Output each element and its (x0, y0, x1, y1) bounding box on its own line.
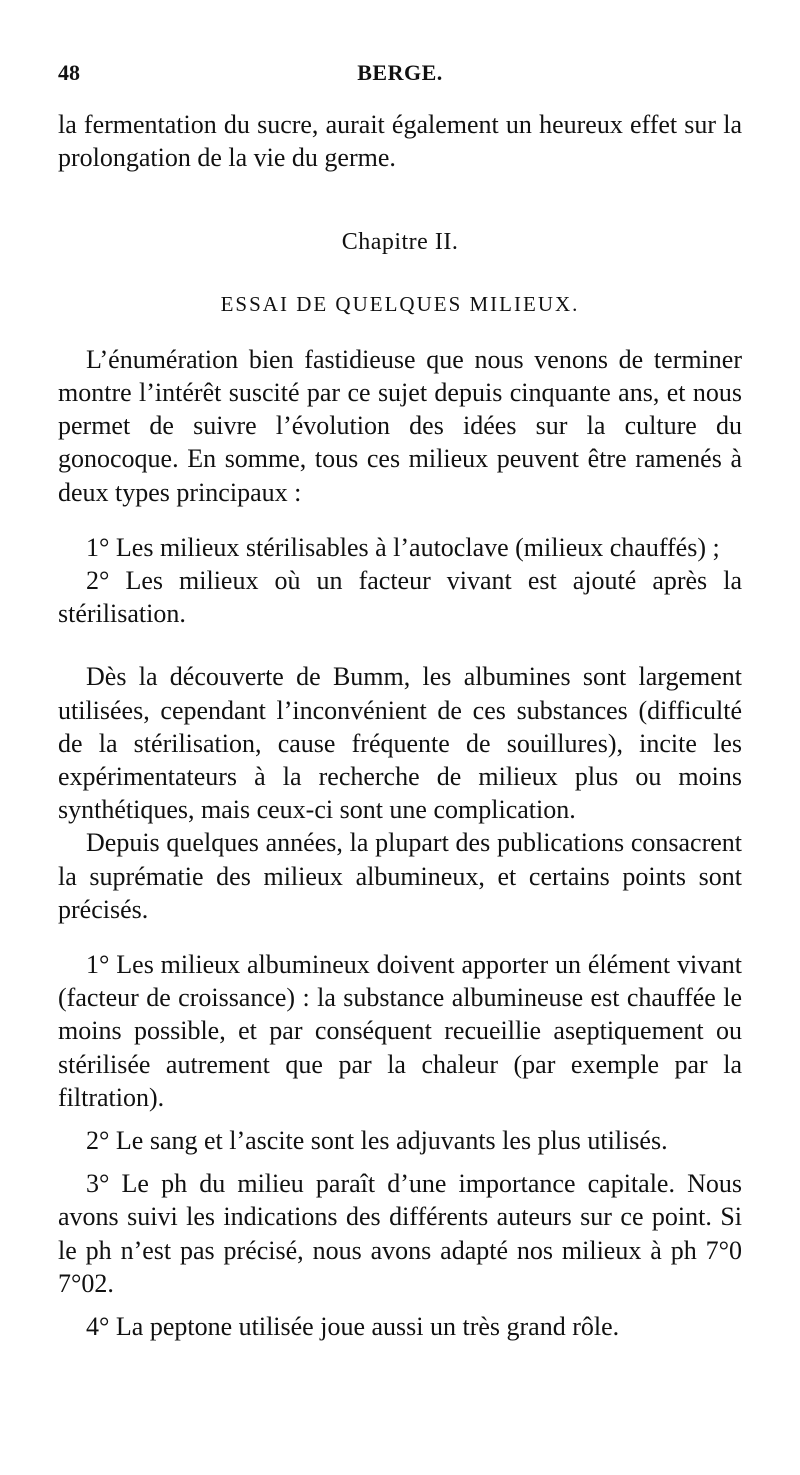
paragraph-carry-over: la fermentation du sucre, aurait également un heureux effet sur la prolongation de la vie du germe. (58, 110, 742, 173)
section-title: ESSAI DE QUELQUES MILIEUX. (220, 291, 580, 316)
running-title: BERGE. (357, 60, 443, 85)
paragraph-bumm: Dès la découverte de Bumm, les albumines sont largement utilisées, cependant l’inconvénient de ces substances (difficulté de la stérilisation, cause fréquente de souillures), incite les expérimentateurs à la recherche de milieux plus ou moins synthétiques, mais ceux-ci sont une complication. (58, 662, 742, 825)
list-item-type-2: 2° Les milieux où un facteur vivant est ajouté après la stérilisation. (58, 566, 742, 629)
paragraph-publications: Depuis quelques années, la plupart des publications consacrent la suprématie des milieux albumineux, et certains points sont précisés. (58, 828, 742, 924)
list-item-point-2: 2° Le sang et l’ascite sont les adjuvants les plus utilisés. (86, 1126, 668, 1156)
running-head (58, 60, 742, 94)
list-item-point-1: 1° Les milieux albumineux doivent apporter un élément vivant (facteur de croissance) : la substance albumineuse est chauffée le moins possible, et par conséquent recueillie aseptiquement ou stérilisée autrement que par la chaleur (par exemple par la filtration). (58, 950, 742, 1112)
list-item-point-3: 3° Le ph du milieu paraît d’une importance capitale. Nous avons suivi les indications des différents auteurs sur ce point. Si le ph n’est pas précisé, nous avons adapté nos milieux à ph 7°0 7°02. (58, 1169, 742, 1298)
list-item-point-4: 4° La peptone utilisée joue aussi un très grand rôle. (86, 1312, 620, 1342)
paragraph-intro: L’énumération bien fastidieuse que nous venons de terminer montre l’intérêt suscité par ce sujet depuis cinquante ans, et nous permet de suivre l’évolution des idées sur la culture du gonocoque. En somme, tous ces milieux peuvent être ramenés à deux types principaux : (58, 344, 742, 507)
list-item-type-1: 1° Les milieux stérilisables à l’autoclave (milieux chauffés) ; (86, 532, 720, 562)
page-body (58, 108, 742, 1343)
page-number: 48 (58, 60, 80, 85)
chapter-title: Chapitre II. (341, 229, 459, 256)
